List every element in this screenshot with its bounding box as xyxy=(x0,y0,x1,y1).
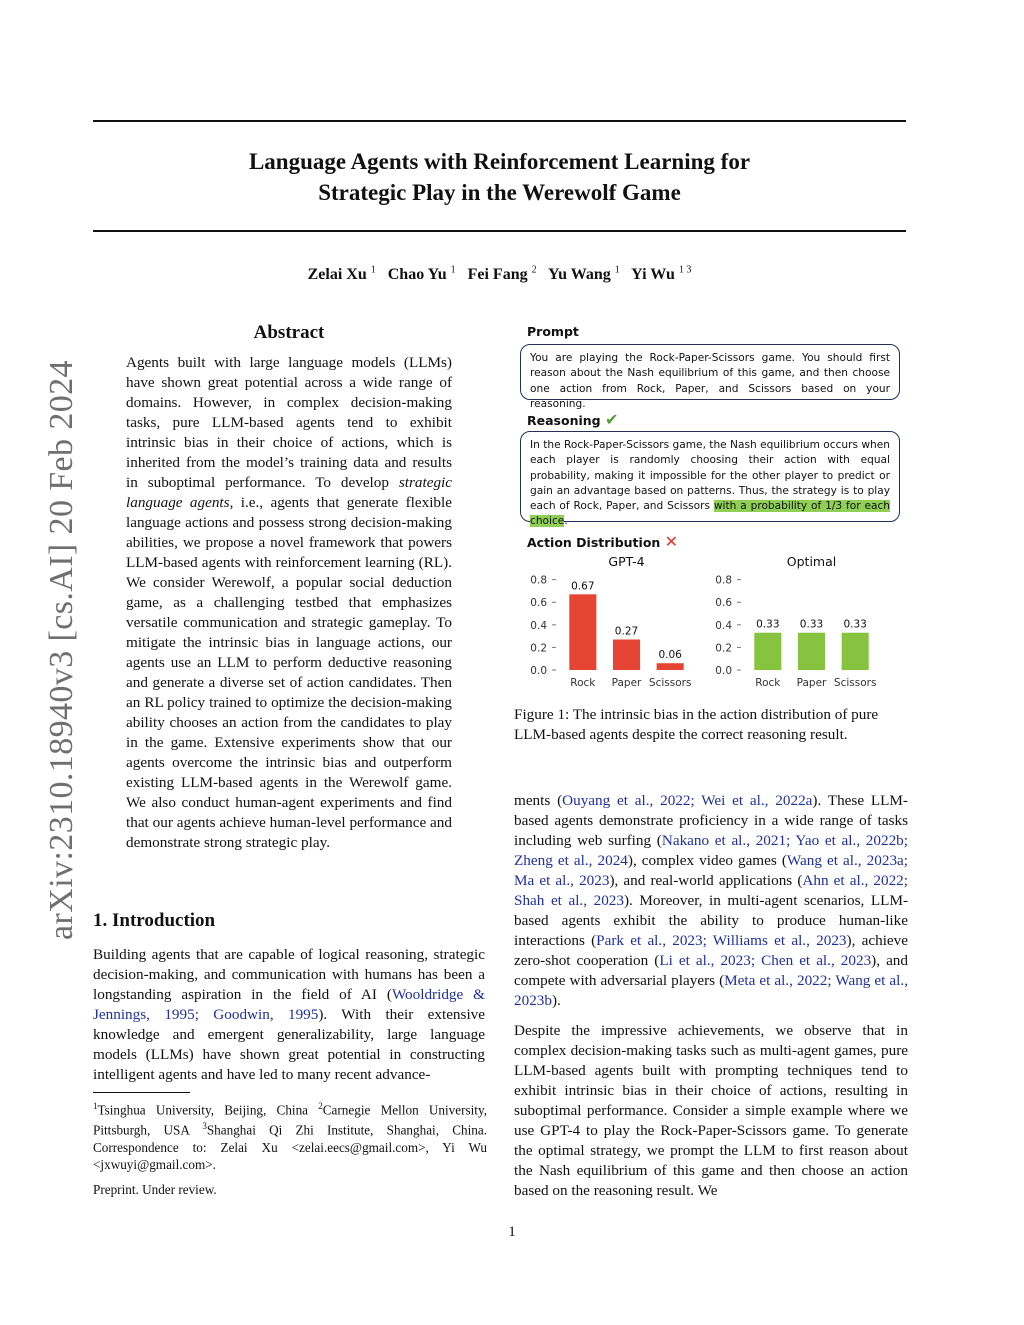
paper-title xyxy=(93,146,906,208)
action-distribution-charts xyxy=(512,552,906,702)
paragraph-text: ), achieve zero-shot cooperation ( xyxy=(514,932,908,969)
action-distribution-label: Action Distribution ✕ xyxy=(527,532,679,551)
author-list xyxy=(93,265,906,284)
bar-value-label: 0.33 xyxy=(843,618,867,631)
x-tick-label: Rock xyxy=(755,677,781,689)
chart-title: GPT-4 xyxy=(608,554,645,569)
citation-link[interactable]: Ahn et al., 2022; Shah et al., 2023 xyxy=(514,872,908,909)
y-tick-label: 0.2 xyxy=(715,642,732,655)
citation-link[interactable]: Li et al., 2023; Chen et al., 2023 xyxy=(659,952,872,969)
abstract-body: Agents built with large language models (LLMs) have shown great potential across a wide range of domains. However, in complex decision-making tasks, pure LLM-based agents tend to exhibit intrinsic bias in their choice of actions, which is inherited from the model’s training data and results in suboptimal performance. To develop strategic language agents, i.e., agents that generate flexible language actions and possess strong decision-making abilities, we propose a novel framework that powers LLM-based agents with reinforcement learning (RL). We consider Werewolf, a popular social deduction game, as a challenging testbed that emphasizes versatile communication and strategic gameplay. To mitigate the intrinsic bias in language actions, our agents use an LLM to perform deductive reasoning and generate a diverse set of action candidates. Then an RL policy trained to optimize the decision-making ability chooses an action from the candidates to play in the game. Extensive experiments show that our agents overcome the intrinsic bias and outperform existing LLM-based agents in the Werewolf game. We also conduct human-agent experiments and find that our agents achieve human-level performance and demonstrate strong strategic play. xyxy=(126,354,452,851)
author: Chao Yu $^1$ xyxy=(387,265,456,284)
abstract-emphasis: strategic language agents xyxy=(126,474,452,511)
author: Yi Wu $^{1 3}$ xyxy=(631,265,692,284)
y-tick-label: 0.2 xyxy=(530,642,547,655)
page-number: 1 xyxy=(508,1224,516,1240)
footnote-rule xyxy=(93,1092,190,1093)
footnote: $^1$Tsinghua University, Beijing, China $^2$Carnegie Mellon University, Pittsburgh, USA $^3$Shanghai Qi Zhi Institute, Shanghai, China. Correspondence to: Zelai Xu <zelai.eecs@gmail.com>, Yi Wu <jxwuyi@gmail.com>. xyxy=(93,1101,487,1172)
paragraph-text: ments ( xyxy=(514,792,563,809)
author: Zelai Xu $^1$ xyxy=(307,265,376,284)
bar-value-label: 0.33 xyxy=(756,618,780,631)
figure-1 xyxy=(512,320,906,700)
prompt-box: You are playing the Rock-Paper-Scissors game. You should first reason about the Nash equilibrium of this game, and then choose one action from Rock, Paper, and Scissors based on your reasoning. xyxy=(520,344,900,400)
paragraph-text: ), and compete with adversarial players ( xyxy=(514,952,908,989)
y-tick-label: 0.0 xyxy=(715,665,732,677)
title-line-2: Strategic Play in the Werewolf Game xyxy=(318,180,681,205)
bar-value-label: 0.33 xyxy=(799,618,824,631)
x-tick-label: Rock xyxy=(570,677,596,689)
citation-link[interactable]: Park et al., 2023; Williams et al., 2023 xyxy=(596,932,847,949)
intro-paragraph-left: Building agents that are capable of logical reasoning, strategic decision-making, and communication with humans has been a longstanding aspiration in the field of AI (Wooldridge & Jennings, 1995; Goodwin, 1995). With their extensive knowledge and emergent generalizability, large language models (LLMs) have shown great potential in constructing intelligent agents and have led to many recent advance- xyxy=(93,946,486,1083)
bar-scissors xyxy=(842,633,869,670)
paragraph-text: ), complex video games ( xyxy=(627,852,787,869)
y-tick-label: 0.4 xyxy=(715,619,732,632)
x-tick-label: Scissors xyxy=(833,677,877,689)
author: Yu Wang $^1$ xyxy=(548,265,620,284)
preprint-note: Preprint. Under review. xyxy=(93,1182,217,1197)
paragraph-text: ). xyxy=(551,992,561,1009)
reasoning-label: Reasoning ✔ xyxy=(527,410,619,429)
y-tick-label: 0.4 xyxy=(530,619,547,632)
intro-paragraph-right-1 xyxy=(514,791,908,1011)
paragraph-text: ). These LLM-based agents demonstrate proficiency in a wide range of tasks including web surfing ( xyxy=(514,792,908,849)
title-top-rule xyxy=(93,120,906,122)
paragraph-text: ), and real-world applications ( xyxy=(609,872,803,889)
cross-icon: ✕ xyxy=(664,532,679,551)
paragraph-text: ). Moreover, in multi-agent scenarios, LLM-based agents exhibit the ability to produce human-like interactions ( xyxy=(514,892,909,949)
section-heading-introduction: 1. Introduction xyxy=(93,910,216,931)
author: Fei Fang $^2$ xyxy=(467,265,537,284)
citation-link[interactable]: Wooldridge & Jennings, 1995; Goodwin, 1995 xyxy=(93,986,486,1023)
y-tick-label: 0.6 xyxy=(530,597,547,610)
checkmark-icon: ✔ xyxy=(604,410,619,429)
x-tick-label: Scissors xyxy=(648,677,692,689)
title-bottom-rule xyxy=(93,230,906,232)
bar-value-label: 0.06 xyxy=(658,649,682,662)
y-tick-label: 0.6 xyxy=(715,597,732,610)
title-line-1: Language Agents with Reinforcement Learning for xyxy=(248,149,751,174)
bar-paper xyxy=(798,633,825,670)
citation-link[interactable]: Wang et al., 2023a; Ma et al., 2023 xyxy=(514,852,908,889)
abstract-heading: Abstract xyxy=(253,322,325,343)
y-tick-label: 0.8 xyxy=(530,574,547,587)
intro-paragraph-right-2: Despite the impressive achievements, we observe that in complex decision-making tasks such as multi-agent games, pure LLM-based agents built with prompting techniques tend to exhibit intrinsic bias in their choice of actions, resulting in suboptimal performance. Consider a simple example where we use GPT-4 to play the Rock-Paper-Scissors game. To generate the optimal strategy, we prompt the LLM to first reason about the Nash equilibrium of this game and then choose an action based on the reasoning result. We xyxy=(514,1022,908,1199)
reasoning-box: In the Rock-Paper-Scissors game, the Nash equilibrium occurs when each player is randomly choosing their action with equal probability, making it impossible for the other player to predict or gain an advantage based on patterns. Thus, the strategy is to play each of Rock, Paper, and Scissors with a probability of 1/3 for each choice. xyxy=(520,431,900,522)
bar-rock xyxy=(569,594,596,670)
citation-link[interactable]: Meta et al., 2022; Wang et al., 2023b xyxy=(514,972,908,1009)
chart-title: Optimal xyxy=(786,554,837,569)
x-tick-label: Paper xyxy=(611,677,642,689)
arxiv-side-stamp: arXiv:2310.18940v3 [cs.AI] 20 Feb 2024 xyxy=(43,360,80,940)
bar-value-label: 0.27 xyxy=(614,625,639,638)
x-tick-label: Paper xyxy=(796,677,827,689)
bar-paper xyxy=(613,640,640,670)
bar-scissors xyxy=(657,663,684,670)
citation-link[interactable]: Ouyang et al., 2022; Wei et al., 2022a xyxy=(562,792,813,809)
citation-link[interactable]: Nakano et al., 2021; Yao et al., 2022b; Zheng et al., 2024 xyxy=(514,832,908,869)
bar-value-label: 0.67 xyxy=(571,580,595,593)
y-tick-label: 0.0 xyxy=(530,665,547,677)
figure-caption: Figure 1: The intrinsic bias in the action distribution of pure LLM-based agents despite the correct reasoning result. xyxy=(514,706,879,743)
reasoning-highlight: with a probability of 1/3 for each choice xyxy=(530,500,890,528)
prompt-label: Prompt xyxy=(527,324,579,339)
y-tick-label: 0.8 xyxy=(715,574,732,587)
bar-rock xyxy=(754,633,781,670)
